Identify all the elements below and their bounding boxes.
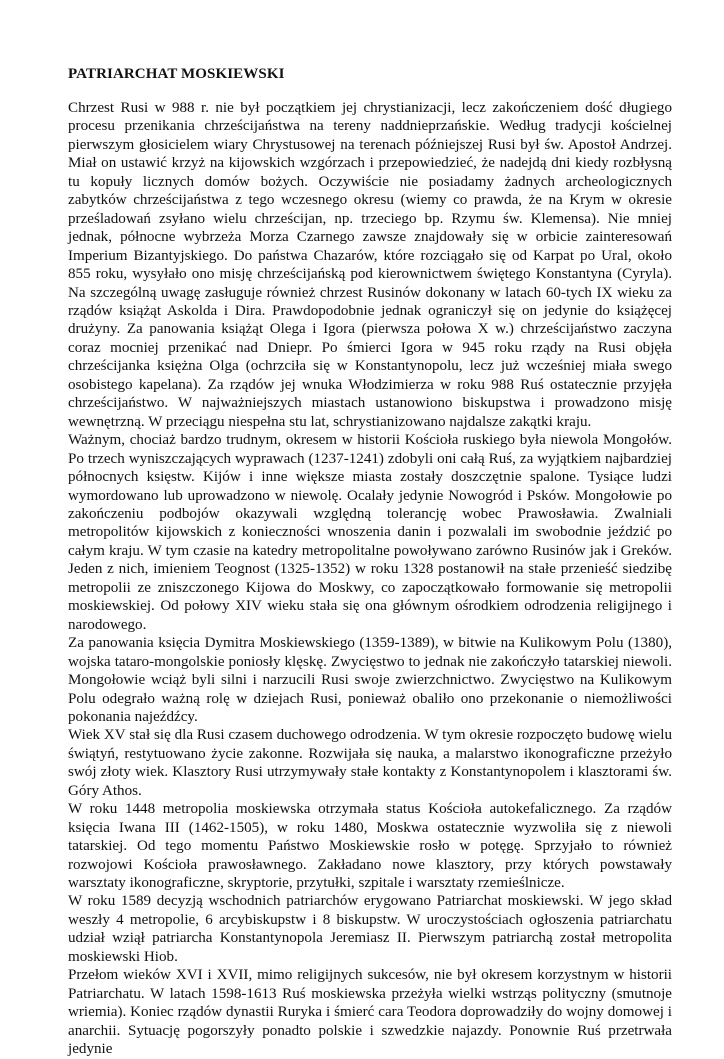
paragraph-kulikovo-battle: Za panowania księcia Dymitra Moskiewskiego (1359-1389), w bitwie na Kulikowym Polu (1380), wojska tataro-mongolskie poniosły klęskę. Zwycięstwo to jednak nie zakończyło tatarskiej niewoli. Mongołowie wciąż byli silni i narzucili Rusi swoje zwierzchnictwo. Zwycięstwo na Kulikowym Polu odegrało ważną rolę w dziejach Rusi, ponieważ obaliło ono przekonanie o niemożliwości pokonania najeźdźcy. — [68, 635, 672, 725]
document-page — [68, 64, 672, 1059]
paragraph-fifteenth-century: Wiek XV stał się dla Rusi czasem duchowego odrodzenia. W tym okresie rozpoczęto budowę wielu świątyń, restytuowano życie zakonne. Rozwijała się nauka, a malarstwo ikonograficzne przeżyło swój złoty wiek. Klasztory Rusi utrzymywały stałe kontakty z Konstantynopolem i klasztorami św. Góry Athos. — [68, 727, 672, 799]
paragraph-baptism-of-rus: Chrzest Rusi w 988 r. nie był początkiem jej chrystianizacji, lecz zakończeniem dość długiego procesu przenikania chrześcijaństwa na tereny naddnieprzańskie. Według tradycji kościelnej pierwszym głosicielem wiary Chrystusowej na terenach późniejszej Rusi był św. Apostoł Andrzej. Miał on ustawić krzyż na kijowskich wzgórzach i przepowiedzieć, że nadejdą dni kiedy rozbłysną tu kopuły licznych domów bożych. Oczywiście nie posiadamy żadnych archeologicznych zabytków chrześcijaństwa z tego wczesnego okresu (wiemy co prawda, że na Krym w okresie prześladowań zsyłano wielu chrześcijan, np. trzeciego bp. Rzymu św. Klemensa). Nie mniej jednak, północne wybrzeża Morza Czarnego zawsze znajdowały się w orbicie zainteresowań Imperium Bizantyjskiego. Do państwa Chazarów, które rozciągało się od Karpat po Ural, około 855 roku, wysyłało ono misję chrześcijańską pod kierownictwem świętego Konstantyna (Cyryla). Na szczególną uwagę zasługuje również chrzest Rusinów dokonany w latach 60-tych IX wieku za rządów książąt Askolda i Dira. Prawdopodobnie jednak ograniczył się on jedynie do książęcej drużyny. Za panowania książąt Olega i Igora (pierwsza połowa X w.) chrześcijaństwo zaczyna coraz mocniej przenikać nad Dniepr. Po śmierci Igora w 945 roku rządy na Rusi objęła chrześcijanka księżna Olga (ochrzciła się w Konstantynopolu, lecz już wcześniej miała swego osobistego kapelana). Za rządów jej wnuka Włodzimierza w roku 988 Ruś ostatecznie przyjęła chrześcijaństwo. W najważniejszych miastach ustanowiono biskupstwa i prowadzono misję wewnętrzną. W przeciągu niespełna stu lat, schrystianizowano najdalsze zakątki kraju. — [68, 100, 672, 430]
paragraph-autocephaly: W roku 1448 metropolia moskiewska otrzymała status Kościoła autokefalicznego. Za rządów księcia Iwana III (1462-1505), w roku 1480, Moskwa ostatecznie wyzwoliła się z niewoli tatarskiej. Od tego momentu Państwo Moskiewskie rosło w potęgę. Sprzyjało to również rozwojowi Kościoła prawosławnego. Zakładano nowe klasztory, przy których powstawały warsztaty ikonograficzne, skryptorie, przytułki, szpitale i warsztaty rzemieślnicze. — [68, 801, 672, 892]
paragraph-time-of-troubles: Przełom wieków XVI i XVII, mimo religijnych sukcesów, nie był okresem korzystnym w historii Patriarchatu. W latach 1598-1613 Ruś moskiewska przeżyła wielki wstrząs polityczny (smutnoje wriemia). Koniec rządów dynastii Ruryka i śmierć cara Teodora doprowadziły do wojny domowej i anarchii. Sytuację pogorszyły ponadto polskie i szwedzkie najazdy. Ponownie Ruś przetrwała jedynie — [68, 967, 672, 1058]
document-title: PATRIARCHAT MOSKIEWSKI — [68, 66, 285, 82]
paragraph-mongol-captivity: Ważnym, chociaż bardzo trudnym, okresem w historii Kościoła ruskiego była niewola Mongołów. Po trzech wyniszczających wyprawach (1237-1241) zdobyli oni całą Ruś, za wyjątkiem najbardziej północnych księstw. Kijów i inne większe miasta zostały doszczętnie spalone. Tysiące ludzi wymordowano lub uprowadzono w niewolę. Ocalały jedynie Nowogród i Psków. Mongołowie po zakończeniu podbojów okazywali względną tolerancję wobec Prawosławia. Zwalniali metropolitów kijowskich z konieczności wnoszenia danin i pozwalali im swobodnie jeździć po całym kraju. W tym czasie na katedry metropolitalne powoływano zarówno Rusinów jak i Greków. Jeden z nich, imieniem Teognost (1325-1352) w roku 1328 postanowił na stałe przenieść siedzibę metropolii ze zniszczonego Kijowa do Moskwy, co zapoczątkowało formowanie się metropolii moskiewskiej. Od połowy XIV wieku stała się ona głównym ośrodkiem odrodzenia religijnego i narodowego. — [68, 432, 672, 633]
paragraph-patriarchate-erected: W roku 1589 decyzją wschodnich patriarchów erygowano Patriarchat moskiewski. W jego skład weszły 4 metropolie, 6 arcybiskupstw i 8 biskupstw. W uroczystościach ogłoszenia patriarchatu udział wziął patriarcha Konstantynopola Jeremiasz II. Pierwszym patriarchą został metropolita moskiewski Hiob. — [68, 893, 672, 965]
